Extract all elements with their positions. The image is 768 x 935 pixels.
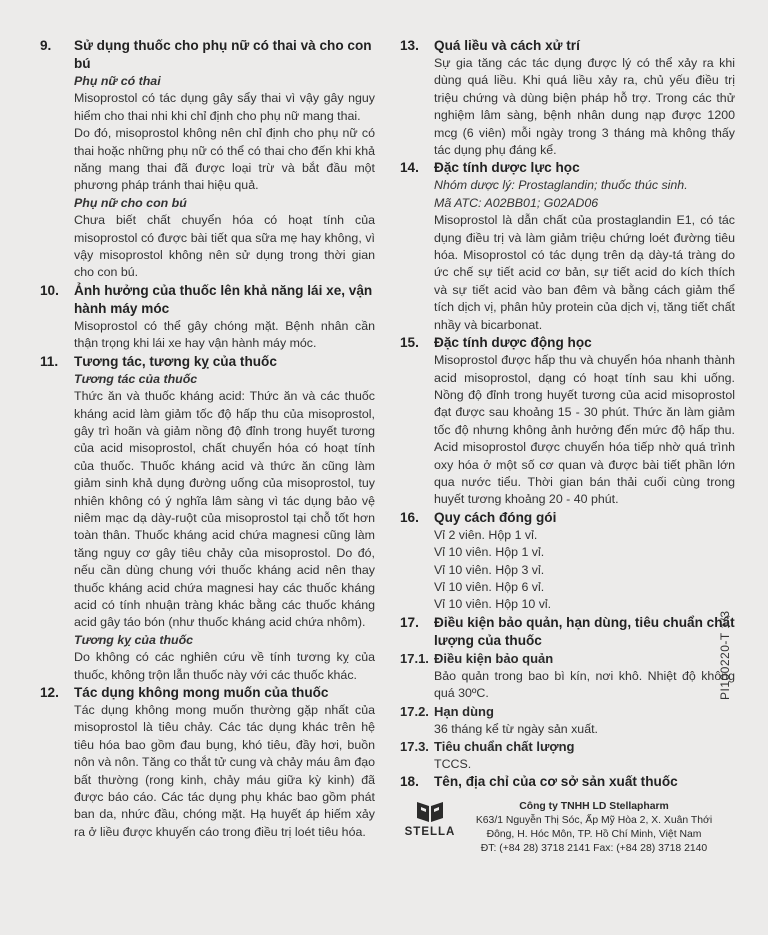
section-number: 15. <box>400 335 419 351</box>
section-9 <box>40 37 375 282</box>
section-number: 16. <box>400 509 419 525</box>
paragraph: TCCS. <box>434 757 472 771</box>
paragraph: Do đó, misoprostol không nên chỉ định cho phụ nữ có thai hoặc những phụ nữ có thể có thai cho đến khi khả năng mang thai đã được loại trừ và bắt đầu một phương pháp tránh thai hiệu quả. <box>74 126 375 193</box>
company-contact: ĐT: (+84 28) 3718 2141 Fax: (+84 28) 3718 2140 <box>480 843 708 854</box>
paragraph: Tác dụng không mong muốn thường gặp nhất của misoprostol là tiêu chảy. Các tác dụng khác trên hệ tiêu hóa bao gồm đau bụng, khó tiêu, đầy hơi, buồn nôn và nôn. Tăng co thắt tử cung và chảy máu âm đạo bất thường (rong kinh, chảy máu giữa kỳ kinh) đã được báo cáo. Các tác dụng phụ khác bao gồm phát ban da, nhức đầu, chóng mặt. Hạ huyết áp hiếm xảy ra ở liều được khuyến cáo trong điều trị loét tiêu hóa. <box>74 703 375 839</box>
section-number: 13. <box>400 38 419 53</box>
section-15 <box>400 334 735 509</box>
section-number: 10. <box>40 282 59 298</box>
section-number: 9. <box>40 38 52 53</box>
section-number: 12. <box>40 685 59 700</box>
section-10 <box>40 282 375 353</box>
document-code: PI100220-T 1/3 <box>718 610 732 700</box>
section-number: 18. <box>400 774 419 790</box>
section-title: Sử dụng thuốc cho phụ nữ có thai và cho con bú <box>74 38 372 71</box>
manufacturer-block <box>400 800 720 856</box>
subsection-number: 17.3. <box>400 739 429 754</box>
packaging-item: Vỉ 10 viên. Hộp 10 vỉ. <box>434 597 552 612</box>
subheading: Phụ nữ cho con bú <box>74 195 187 210</box>
paragraph: Misoprostol được hấp thu và chuyển hóa nhanh thành acid misoprostol, dạng có hoạt tính sau khi uống. Nồng độ đỉnh trong huyết tương của acid misoprostol đạt được sau khoảng 15 - 30 phút. Thức ăn làm giảm tốc độ nhưng không ảnh hưởng đến mức độ hấp thu. Acid misoprostol được chuyển hóa tiếp nhờ quá trình oxy hóa ở một số cơ quan và được bài tiết phần lớn qua nước tiểu. Thời gian bán thải cuối cùng trong huyết tương khoảng 20 - 40 phút. <box>434 353 735 507</box>
paragraph: Misoprostol có thể gây chóng mặt. Bệnh nhân cần thận trọng khi lái xe hay vận hành máy móc. <box>74 318 375 351</box>
paragraph: Misoprostol có tác dụng gây sẩy thai vì vậy gây nguy hiểm cho thai nhi khi chỉ định cho phụ nữ mang thai. <box>74 91 375 123</box>
packaging-item: Vỉ 10 viên. Hộp 6 vỉ. <box>434 579 545 594</box>
section-18 <box>400 773 735 791</box>
company-address-line: Đông, H. Hóc Môn, TP. Hồ Chí Minh, Việt Nam <box>486 829 702 840</box>
paragraph: Sự gia tăng các tác dụng được lý có thể xảy ra khi dùng quá liều. Khi quá liều xảy ra, chủ yếu điều trị triệu chứng và dùng biện pháp hỗ trợ. Trong các thử nghiệm lâm sàng, bệnh nhân dung nạp được 1200 mcg (6 viên) mỗi ngày trong 3 tháng mà không thấy tác dụng phụ đáng kể. <box>434 56 735 158</box>
section-number: 17. <box>400 614 419 630</box>
left-column <box>40 37 375 841</box>
packaging-item: Vỉ 10 viên. Hộp 3 vỉ. <box>434 562 545 577</box>
company-info <box>468 800 720 856</box>
section-title: Tương tác, tương kỵ của thuốc <box>74 353 277 369</box>
section-title: Đặc tính dược động học <box>434 335 592 351</box>
paragraph: Do không có các nghiên cứu về tính tương kỵ của thuốc, không trộn lẫn thuốc này với các thuốc khác. <box>74 650 375 682</box>
packaging-item: Vỉ 10 viên. Hộp 1 vỉ. <box>434 545 545 560</box>
subsection-title: Điều kiện bảo quản <box>434 650 554 666</box>
pharmacologic-group: Nhóm dược lý: Prostaglandin; thuốc thúc sinh. <box>434 178 688 193</box>
subsection-title: Hạn dùng <box>434 703 494 719</box>
section-14 <box>400 159 735 334</box>
section-17 <box>400 614 735 774</box>
company-name: Công ty TNHH LD Stellapharm <box>519 801 669 812</box>
subheading: Phụ nữ có thai <box>74 74 161 88</box>
section-title: Ảnh hưởng của thuốc lên khả năng lái xe, vận hành máy móc <box>74 282 373 316</box>
section-title: Tên, địa chỉ của cơ sở sản xuất thuốc <box>434 774 678 790</box>
section-title: Quy cách đóng gói <box>434 509 557 525</box>
paragraph: Misoprostol là dẫn chất của prostaglandin E1, có tác dụng điều trị và làm giảm triệu chứng loét đường tiêu hóa. Misoprostol có tác dụng trên dạ dày-tá tràng do ức chế sự tiết acid cơ bản, sự tiết acid do kích thích và sự tiết acid vào ban đêm và bằng cách giảm thể tích dịch vị, phân hủy protein của dịch vị, tăng tiết chất nhầy và bicarbonat. <box>434 213 735 332</box>
packaging-item: Vỉ 2 viên. Hộp 1 vỉ. <box>434 527 538 542</box>
subsection-number: 17.2. <box>400 703 429 719</box>
paragraph: Thức ăn và thuốc kháng acid: Thức ăn và các thuốc kháng acid làm giảm tốc độ hấp thu của misoprostol, gây trì hoãn và giảm nồng độ đỉnh trong huyết tương của acid misoprostol, chất chuyển hóa có hoạt tính của thuốc. Thuốc kháng acid và thức ăn cũng làm giảm sinh khả dụng đường uống của misoprostol, tuy nhiên không có ý nghĩa lâm sàng vì tác dụng bảo vệ niêm mạc dạ dày-ruột của misoprostol tại chỗ tốt hơn toàn thân. Thuốc kháng acid chứa magnesi cũng làm tăng nguy cơ gây tiêu chảy của misoprostol. Do đó, nếu cần dùng chung với thuốc kháng acid nên thay thuốc kháng acid chứa magnesi hay các thuốc kháng acid có tính nhuận tràng khác bằng các thuốc kháng acid gây táo bón (như thuốc kháng acid chứa nhôm). <box>74 389 375 630</box>
section-16 <box>400 509 735 614</box>
subheading: Tương tác của thuốc <box>74 371 198 386</box>
section-title: Quá liều và cách xử trí <box>434 38 580 53</box>
subsection-title: Tiêu chuẩn chất lượng <box>434 739 575 754</box>
subheading: Tương kỵ của thuốc <box>74 632 194 647</box>
paragraph: 36 tháng kể từ ngày sản xuất. <box>434 721 598 736</box>
section-title: Tác dụng không mong muốn của thuốc <box>74 685 329 700</box>
section-13 <box>400 37 735 159</box>
right-column <box>400 37 735 791</box>
section-title: Điều kiện bảo quản, hạn dùng, tiêu chuẩn chất lượng của thuốc <box>434 614 735 648</box>
section-title: Đặc tính dược lực học <box>434 160 580 176</box>
section-number: 14. <box>400 160 419 176</box>
section-11 <box>40 353 375 684</box>
paragraph: Bảo quản trong bao bì kín, nơi khô. Nhiệt độ không quá 30ºC. <box>434 668 735 701</box>
stella-logo-icon <box>415 800 445 824</box>
logo-text: STELLA <box>404 826 456 838</box>
company-address-line: K63/1 Nguyễn Thị Sóc, Ấp Mỹ Hòa 2, X. Xuân Thới <box>475 815 713 826</box>
subsection-number: 17.1. <box>400 650 429 666</box>
paragraph: Chưa biết chất chuyển hóa có hoạt tính của misoprostol có được bài tiết qua sữa mẹ hay không, vì vậy misoprostol không nên sử dụng trong thời gian cho con bú. <box>74 213 375 280</box>
stella-logo <box>400 800 460 856</box>
atc-code: Mã ATC: A02BB01; G02AD06 <box>434 195 599 210</box>
section-12 <box>40 684 375 841</box>
section-number: 11. <box>40 353 59 369</box>
